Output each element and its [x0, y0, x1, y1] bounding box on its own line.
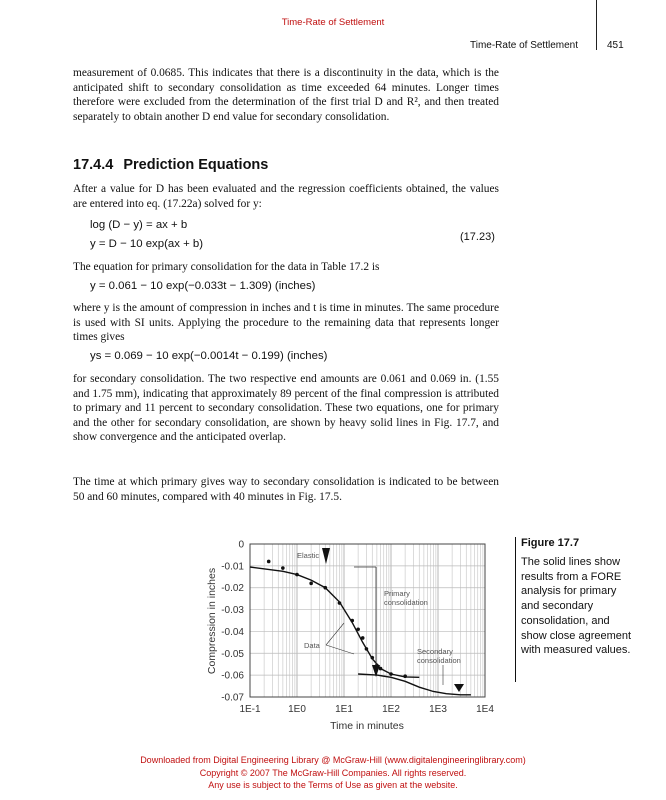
running-head: Time-Rate of Settlement — [470, 40, 579, 51]
equation-number: (17.23) — [460, 231, 495, 243]
annotation-secondary: Secondary — [417, 647, 453, 656]
data-point — [356, 627, 360, 631]
equation-2: y = 0.061 − 10 exp(−0.033t − 1.309) (inches) — [90, 280, 316, 292]
section-number: 17.4.4 — [73, 157, 114, 173]
x-tick-label: 1E1 — [335, 704, 353, 715]
x-tick-label: 1E3 — [429, 704, 447, 715]
x-tick-labels — [239, 704, 494, 715]
data-point — [403, 674, 407, 678]
y-tick-label: -0.06 — [221, 670, 244, 682]
footer-line-2: Copyright © 2007 The McGraw-Hill Companies. All rights reserved. — [199, 768, 467, 778]
annotation-primary: Primary — [384, 589, 410, 598]
data-point — [323, 586, 327, 590]
x-tick-label: 1E4 — [476, 704, 494, 715]
y-tick-label: -0.04 — [221, 626, 244, 638]
footer-line-1[interactable]: Downloaded from Digital Engineering Library @ McGraw-Hill (www.digitalengineeringlibrary.com) — [140, 755, 526, 765]
annotation-secondary-2: consolidation — [417, 656, 461, 665]
y-tick-labels — [221, 540, 244, 704]
paragraph-3: The equation for primary consolidation for the data in Table 17.2 is — [73, 261, 380, 273]
equation-1-line-2: y = D − 10 exp(ax + b) — [90, 238, 204, 250]
data-point — [379, 667, 383, 671]
consolidation-chart — [198, 533, 508, 733]
data-point — [350, 619, 354, 623]
data-point — [309, 582, 313, 586]
y-axis-label: Compression in inches — [206, 567, 218, 675]
y-tick-label: -0.07 — [221, 692, 244, 704]
y-tick-label: -0.05 — [221, 648, 244, 660]
x-tick-label: 1E0 — [288, 704, 306, 715]
y-tick-label: -0.02 — [221, 583, 244, 595]
data-pointer-1 — [326, 623, 344, 645]
caption-rule — [515, 537, 516, 682]
equation-1-line-1: log (D − y) = ax + b — [90, 219, 188, 231]
y-tick-label: -0.01 — [221, 561, 244, 573]
paragraph-6: The time at which primary gives way to secondary consolidation is indicated to be between 50 and 60 minutes, compared with 40 minutes in Fig. 17.5. — [73, 476, 499, 503]
footer-line-3[interactable]: Any use is subject to the Terms of Use as given at the website. — [208, 780, 458, 790]
data-point — [361, 636, 365, 640]
figure-caption: The solid lines show results from a FORE analysis for primary and secondary consolidation, and show close agreement with measured values. — [521, 556, 632, 657]
figure-title: Figure 17.7 — [521, 537, 580, 549]
elastic-arrow — [322, 548, 330, 564]
page-number: 451 — [607, 40, 624, 51]
annotation-elastic: Elastic — [297, 551, 320, 560]
section-title: Prediction Equations — [123, 157, 269, 173]
y-tick-label: 0 — [238, 539, 244, 551]
paragraph-5: for secondary consolidation. The two respective end amounts are 0.061 and 0.069 in. (1.55 and 1.75 mm), indicating that approximately 89 percent of the final compression is attributed to primary and 11 percent to secondary consolidation. These two equations, one for primary and the other for secondary consolidation, are shown by heavy solid lines in Fig. 17.7, and show convergence and the anticipated overlap. — [73, 373, 499, 444]
x-axis-label: Time in minutes — [330, 720, 404, 732]
primary-fit-line — [250, 567, 419, 677]
annotation-primary-2: consolidation — [384, 598, 428, 607]
y-tick-label: -0.03 — [221, 605, 244, 617]
equation-3: ys = 0.069 − 10 exp(−0.0014t − 0.199) (inches) — [90, 350, 328, 362]
annotation-data: Data — [304, 641, 320, 650]
section-heading — [73, 157, 268, 173]
x-tick-label: 1E-1 — [239, 704, 261, 715]
paragraph-2: After a value for D has been evaluated and the regression coefficients obtained, the values are entered into eq. (17.22a) solved for y: — [73, 183, 499, 210]
data-point — [267, 560, 271, 564]
data-point — [389, 672, 393, 676]
data-point — [370, 656, 374, 660]
x-tick-label: 1E2 — [382, 704, 400, 715]
top-title: Time-Rate of Settlement — [281, 17, 385, 28]
paragraph-1: measurement of 0.0685. This indicates that there is a discontinuity in the data, which is the anticipated shift to secondary consolidation as time exceeded 64 minutes. Longer times therefore were excluded from the determination of the first trial D and R², and then treated separately to obtain another D end value for secondary consolidation. — [73, 67, 499, 123]
data-point — [295, 573, 299, 577]
header-rule — [596, 0, 597, 50]
secondary-arrow — [454, 684, 464, 692]
data-point — [338, 601, 342, 605]
data-point — [365, 647, 369, 651]
paragraph-4: where y is the amount of compression in inches and t is time in minutes. The same procedure is used with SI units. Applying the procedure to the remaining data that represents longer times gives — [73, 302, 499, 344]
data-point — [281, 566, 285, 570]
